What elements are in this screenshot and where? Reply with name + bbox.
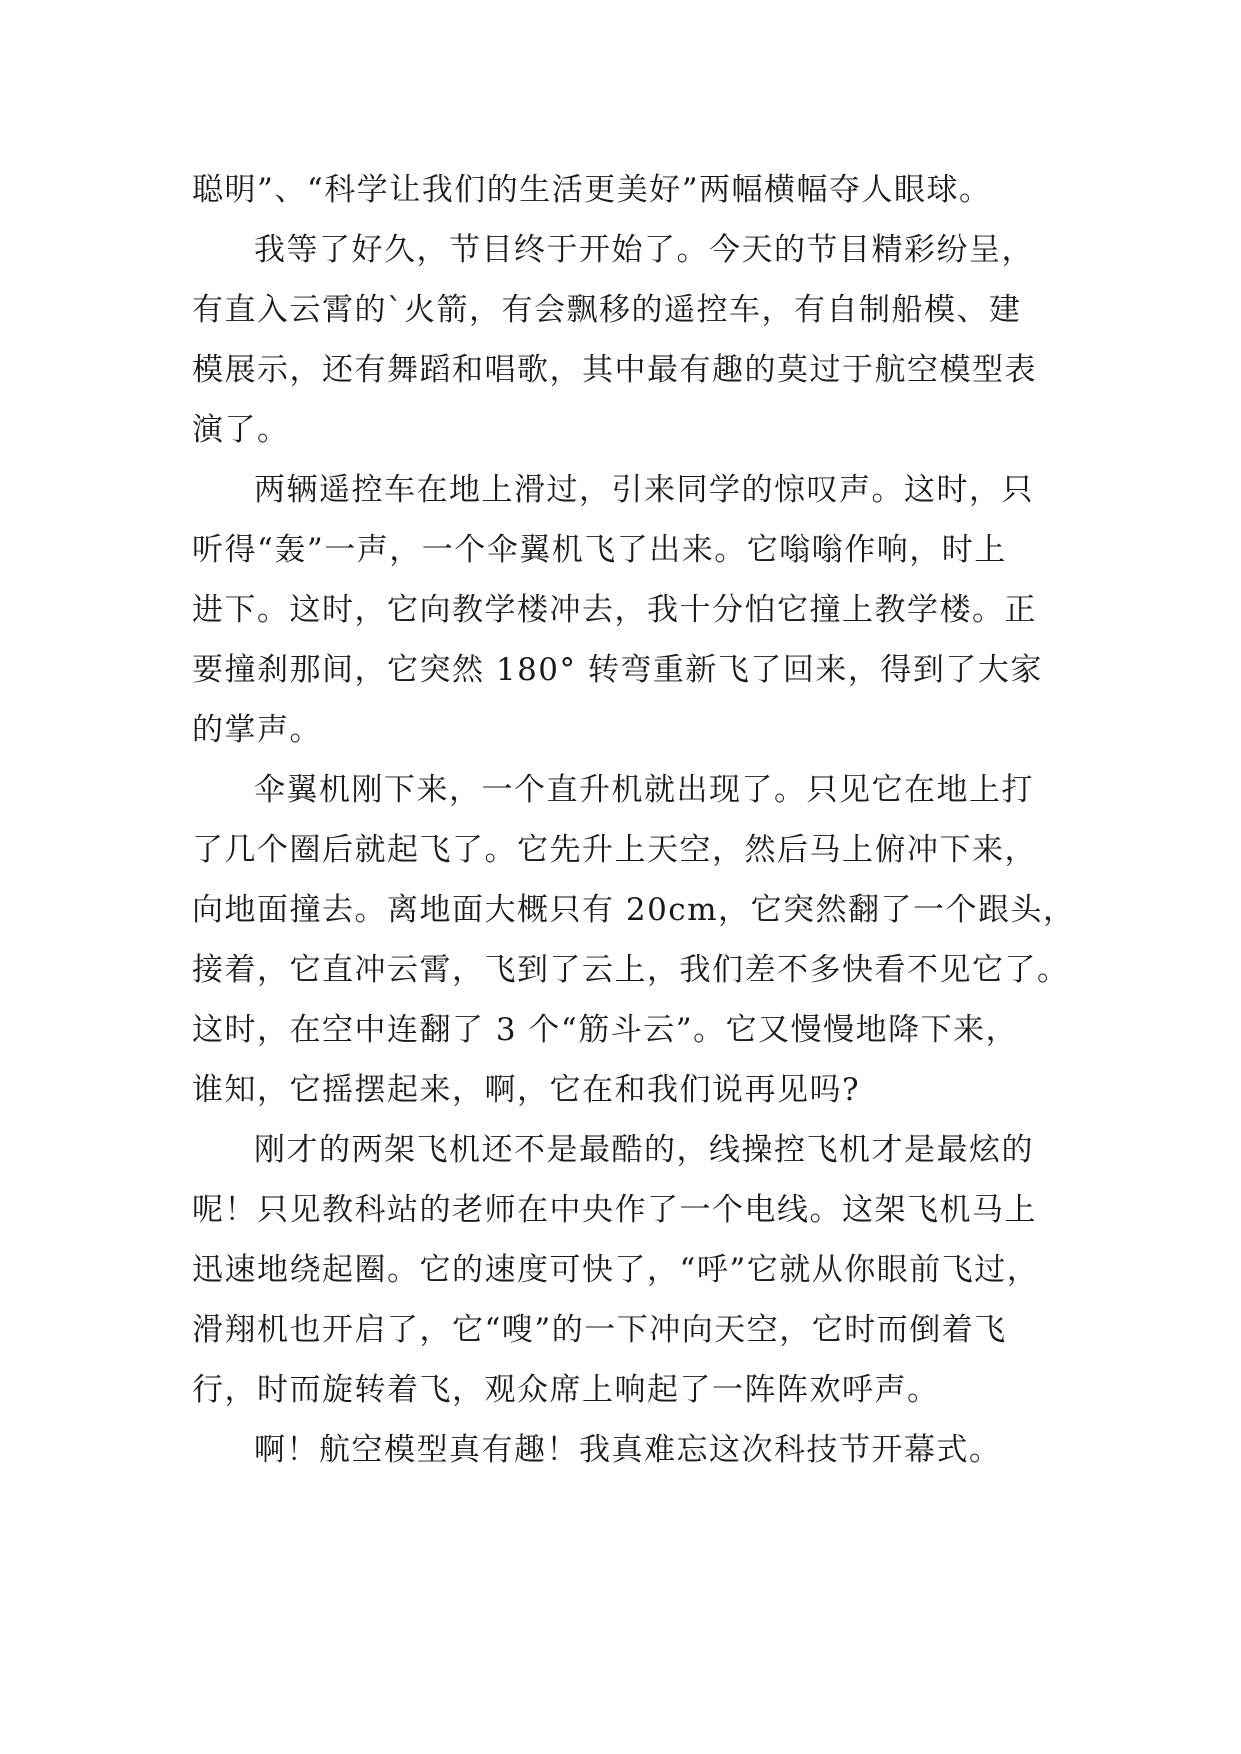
text-line: 行，时而旋转着飞，观众席上响起了一阵阵欢呼声。 (192, 1372, 940, 1408)
text-line: 这时，在空中连翻了 3 个“筋斗云”。它又慢慢地降下来， (192, 1012, 1019, 1048)
text-line: 要撞刹那间，它突然 180° 转弯重新飞了回来，得到了大家 (192, 652, 1043, 688)
text-line: 向地面撞去。离地面大概只有 20cm，它突然翻了一个跟头， (192, 892, 1076, 928)
text-line: 听得“轰”一声，一个伞翼机飞了出来。它嗡嗡作响，时上 (192, 532, 1007, 568)
text-line: 迅速地绕起圈。它的速度可快了，“呼”它就从你眼前飞过， (192, 1252, 1040, 1288)
paragraph-start-line: 两辆遥控车在地上滑过，引来同学的惊叹声。这时，只 (254, 472, 1034, 508)
paragraph-start-line: 啊！航空模型真有趣！我真难忘这次科技节开幕式。 (254, 1432, 1002, 1468)
text-line: 模展示，还有舞蹈和唱歌，其中最有趣的莫过于航空模型表 (192, 352, 1037, 388)
paragraph-start-line: 我等了好久，节目终于开始了。今天的节目精彩纷呈， (254, 232, 1034, 268)
text-line: 演了。 (192, 412, 290, 448)
text-line: 的掌声。 (192, 712, 322, 748)
text-line: 滑翔机也开启了，它“嗖”的一下冲向天空，它时而倒着飞 (192, 1312, 1007, 1348)
paragraph-start-line: 刚才的两架飞机还不是最酷的，线操控飞机才是最炫的 (254, 1132, 1034, 1168)
text-line: 有直入云霄的`火箭，有会飘移的遥控车，有自制船模、建 (192, 292, 1022, 328)
paragraph-start-line: 伞翼机刚下来，一个直升机就出现了。只见它在地上打 (254, 772, 1034, 808)
text-line: 了几个圈后就起飞了。它先升上天空，然后马上俯冲下来， (192, 832, 1037, 868)
text-line: 谁知，它摇摆起来，啊，它在和我们说再见吗? (192, 1072, 861, 1108)
text-line: 呢！只见教科站的老师在中央作了一个电线。这架飞机马上 (192, 1192, 1037, 1228)
text-line: 进下。这时，它向教学楼冲去，我十分怕它撞上教学楼。正 (192, 592, 1037, 628)
text-line: 聪明”、“科学让我们的生活更美好”两幅横幅夺人眼球。 (192, 172, 992, 208)
text-line: 接着，它直冲云霄，飞到了云上，我们差不多快看不见它了。 (192, 952, 1070, 988)
